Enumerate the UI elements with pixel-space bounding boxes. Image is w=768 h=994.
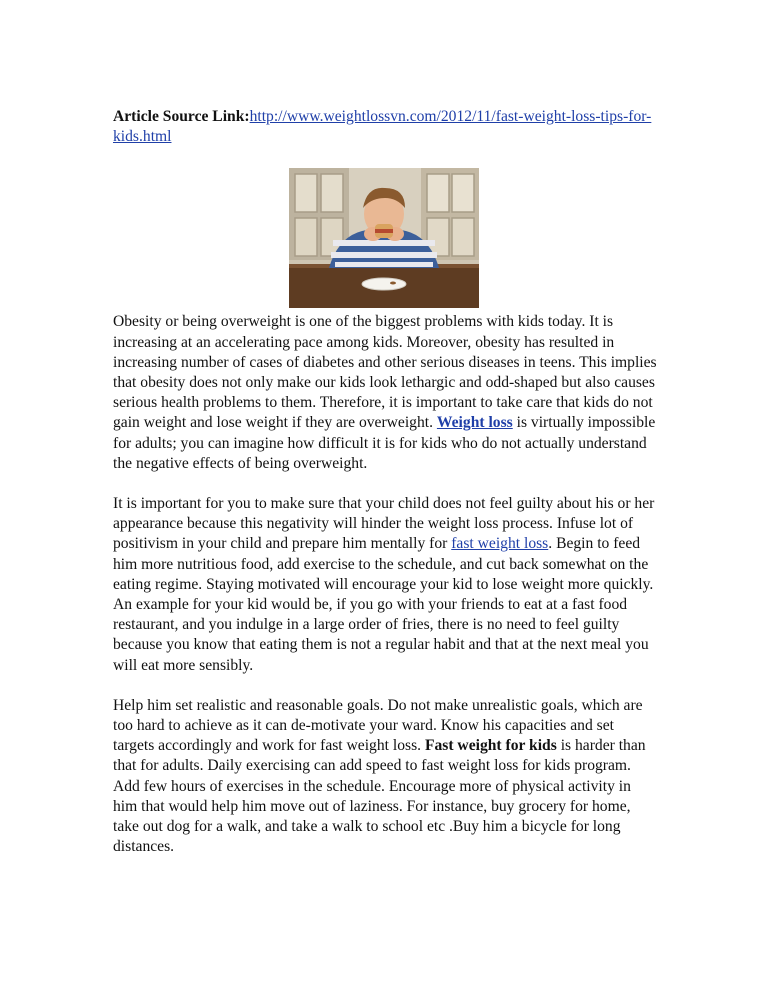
fast-weight-loss-link[interactable]: fast weight loss: [451, 535, 549, 553]
paragraph-3-text-end: is harder than that for adults. Daily exercising can add speed to fast weight loss for kids program. Add few hours of exercises in the schedule. Encourage more of physical activity in him that would help him move out of laziness. For instance, buy grocery for home, take out dog for a walk, and take a walk to school etc .Buy him a bicycle for long distances.: [113, 737, 646, 856]
paragraph-2-text-end: . Begin to feed him more nutritious food, add exercise to the schedule, and cut back somewhat on the eating regime. Staying motivated will encourage your kid to lose weight more quickly. An example for your kid would be, if you go with your friends to eat at a fast food restaurant, and you indulge in a large order of fries, there is no need to feel guilty because you know that eating them is not a regular habit and that at the next meal you will eat more sensibly.: [113, 535, 654, 674]
fast-weight-for-kids-bold: Fast weight for kids: [424, 737, 557, 755]
paragraph-3-text-start: Help him set realistic and reasonable goals. Do not make unrealistic goals, which are too hard to achieve as it can de-motivate your ward. Know his capacities and set targets accordingly and work for fast weight loss.: [113, 696, 643, 755]
weight-loss-link[interactable]: Weight loss: [436, 414, 513, 432]
paragraph-1: [113, 312, 658, 474]
article-photo: [289, 168, 479, 308]
paragraph-1-text-end: is virtually impossible for adults; you can imagine how difficult it is for kids who do not actually understand the negative effects of being overweight.: [113, 414, 656, 472]
article-source: [113, 107, 658, 147]
source-label: Article Source Link:: [113, 108, 250, 125]
paragraph-2: [113, 494, 658, 676]
paragraph-1-text-start: Obesity or being overweight is one of the biggest problems with kids today. It is increasing at an accelerating pace among kids. Moreover, obesity has resulted in increasing number of cases of diabetes and other serious diseases in teens. This implies that obesity does not only make our kids look lethargic and odd-shaped but also causes serious health problems to them. Therefore, it is important to take care that kids do not gain weight and lose weight if they are overweight.: [113, 313, 657, 432]
article-body: [113, 107, 658, 857]
source-link[interactable]: http://www.weightlossvn.com/2012/11/fast-weight-loss-tips-for-kids.html: [113, 108, 652, 146]
paragraph-3: [113, 696, 658, 858]
paragraph-2-text-start: It is important for you to make sure that your child does not feel guilty about his or her appearance because this negativity will hinder the weight loss process. Infuse lot of positivism in your child and prepare him mentally for: [113, 495, 655, 553]
